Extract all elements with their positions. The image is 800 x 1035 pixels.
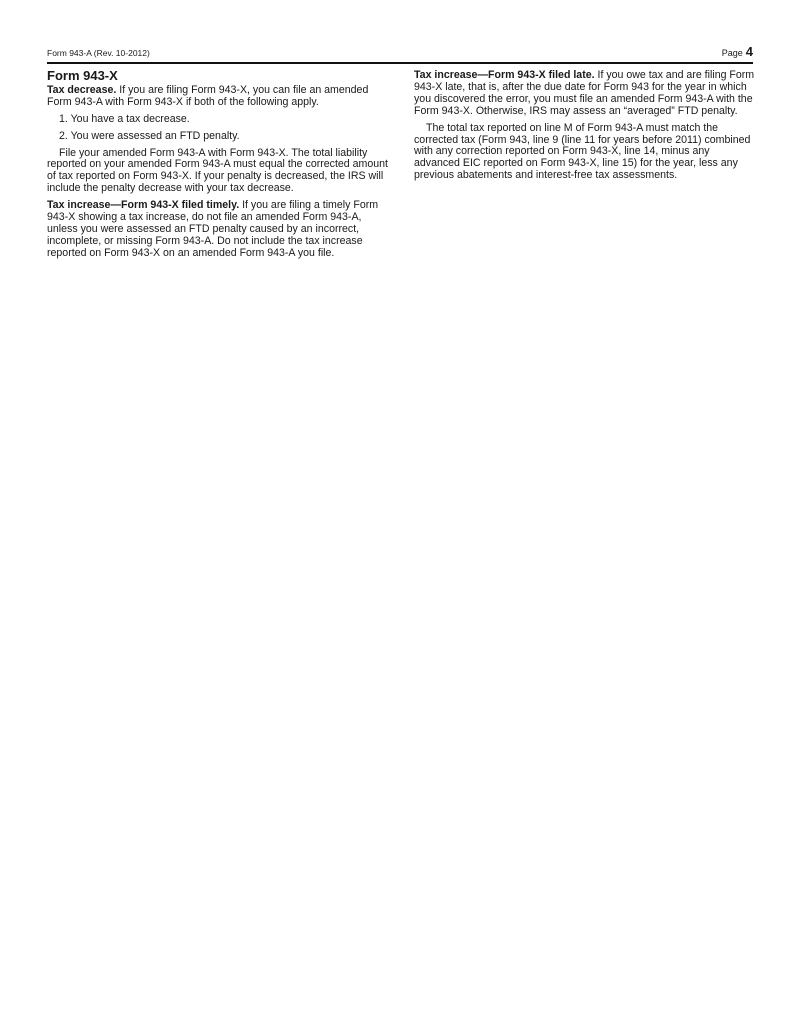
page-number-value: 4 [745, 44, 753, 59]
run-in-heading: Tax increase—Form 943-X filed timely. [47, 199, 240, 212]
list-item: 2. You were assessed an FTD penalty. [59, 129, 240, 142]
paragraph-text: If you are filing Form 943-X, you can file an amended Form 943-A with Form 943-X if both of the following apply. [47, 83, 369, 108]
tax-increase-timely-paragraph [47, 200, 388, 260]
paragraph-text: If you are filing a timely Form 943-X showing a tax increase, do not file an amended Form 943-A, unless you were assessed an FTD penalty caused by an incorrect, incomplete, or missing Form 943-A. Do not include the tax increase reported on Form 943-X on an amended Form 943-A you file. [47, 199, 379, 259]
tax-increase-late-paragraph [414, 70, 755, 118]
page-number [722, 44, 753, 59]
right-column [414, 70, 755, 187]
section-heading: Form 943-X [47, 68, 118, 83]
paragraph-text: If you owe tax and are filing Form 943-X late, that is, after the due date for Form 943 for the year in which you discovered the error, you must file an amended Form 943-A with the Form 943-X. Otherwise, IRS may assess an “averaged” FTD penalty. [414, 69, 755, 117]
total-tax-paragraph: The total tax reported on line M of Form 943-A must match the corrected tax (Form 943, line 9 (line 11 for years before 2011) combined with any correction reported on Form 943-X, line 14, minus any advanced EIC reported on Form 943-X, line 15) for the year, less any previous abatements and interest-free tax assessments. [414, 121, 751, 182]
run-in-heading: Tax decrease. [47, 83, 117, 96]
page-label: Page [721, 48, 743, 58]
header-rule [47, 62, 753, 64]
form-revision: Form 943-A (Rev. 10-2012) [47, 48, 150, 58]
amended-form-paragraph: File your amended Form 943-A with Form 943-X. The total liability reported on your amended Form 943-A must equal the corrected amount of tax reported on Form 943-X. If your penalty is decreased, the IRS will include the penalty decrease with your tax decrease. [47, 146, 388, 195]
list-item: 1. You have a tax decrease. [59, 112, 190, 125]
tax-decrease-paragraph [47, 85, 388, 109]
run-in-heading: Tax increase—Form 943-X filed late. [414, 69, 595, 81]
left-column [47, 68, 388, 265]
